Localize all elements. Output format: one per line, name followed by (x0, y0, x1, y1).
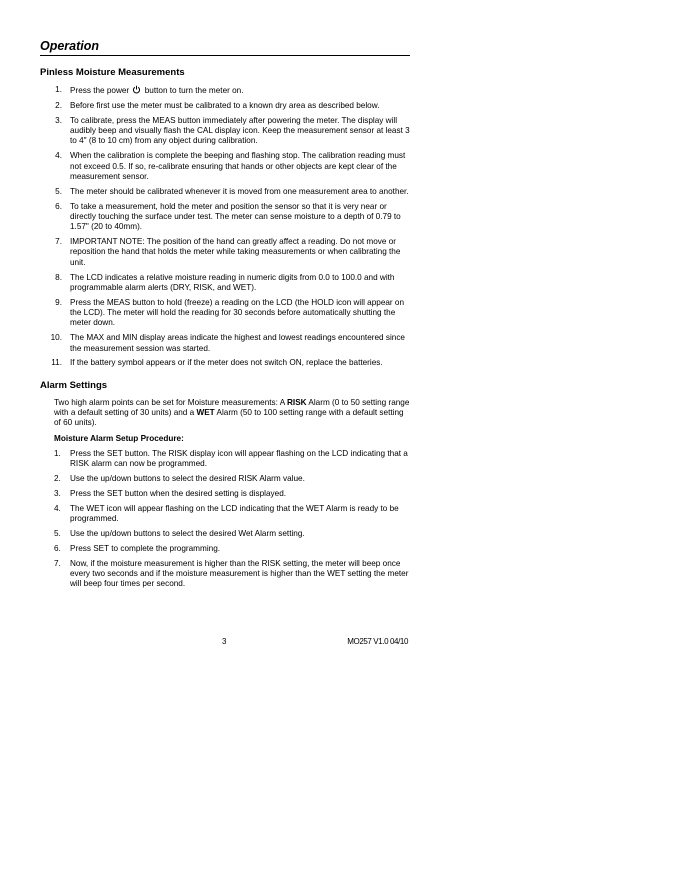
alarm-intro-part: Alarm (50 to 100 setting range with a default setting of 60 units). (54, 408, 404, 428)
list-item (40, 85, 410, 96)
step-text: The meter should be calibrated whenever it is moved from one measurement area to another. (70, 186, 409, 196)
list-item (40, 202, 410, 233)
step-text: Use the up/down buttons to select the desired RISK Alarm value. (70, 474, 305, 484)
step-text: To take a measurement, hold the meter and position the sensor so that it is very near or directly touching the surface under test. The meter can sense moisture to a depth of 0.79 to 1.57" (20 to 40mm). (70, 201, 401, 232)
alarm-intro (40, 398, 410, 429)
step-number: 9. (55, 297, 62, 307)
step-number: 2. (55, 100, 62, 110)
step-text: To calibrate, press the MEAS button immediately after powering the meter. The display will audibly beep and visually flash the CAL display icon. Keep the measurement sensor at least 3 to 4" (8 to 10 cm) from any object during calibration. (70, 115, 410, 146)
step-text: When the calibration is complete the beeping and flashing stop. The calibration reading must not exceed 0.5. If so, re-calibrate ensuring that hands or other objects are kept clear of the measurement sensor. (70, 151, 406, 181)
list-item (40, 489, 410, 499)
list-item (40, 187, 410, 197)
list-item (40, 504, 410, 525)
list-item (40, 298, 410, 329)
step-number: 3. (55, 115, 62, 125)
step-text: Now, if the moisture measurement is higher than the RISK setting, the meter will beep once every two seconds and if the moisture measurement is higher than the WET setting the meter will beep four times per second. (70, 558, 409, 589)
step-text: The LCD indicates a relative moisture reading in numeric digits from 0.0 to 100.0 and with programmable alarm alerts (DRY, RISK, and WET). (70, 272, 395, 292)
step-text: Use the up/down buttons to select the desired Wet Alarm setting. (70, 529, 305, 539)
list-item (40, 101, 410, 111)
step-text: Press the SET button when the desired setting is displayed. (70, 489, 287, 499)
list-item (40, 474, 410, 484)
step-number: 7. (55, 237, 62, 247)
step-number: 6. (55, 201, 62, 211)
power-icon (132, 85, 141, 94)
alarm-intro-part: Alarm (0 to 50 setting range with a default setting of 30 units) and a (54, 397, 410, 418)
step-text: Press the SET button. The RISK display icon will appear flashing on the LCD indicating that a RISK alarm can now be programmed. (70, 448, 408, 469)
step-text: IMPORTANT NOTE: The position of the hand can greatly affect a reading. Do not move or reposition the hand that holds the meter while taking measurements or when calibrating the unit. (70, 237, 401, 267)
step-number: 6. (54, 544, 61, 553)
step-text-post: button to turn the meter on. (144, 86, 244, 95)
list-item (40, 116, 410, 147)
step-number: 7. (54, 558, 61, 568)
step-text: The WET icon will appear flashing on the LCD indicating that the WET Alarm is ready to be programmed. (70, 503, 399, 524)
step-text: Before first use the meter must be calibrated to a known dry area as described below. (70, 100, 380, 110)
step-number: 1. (54, 448, 61, 458)
list-item (40, 273, 410, 294)
section-title: Operation (40, 38, 410, 56)
step-text: Press SET to complete the programming. (70, 544, 221, 553)
list-item (40, 237, 410, 268)
step-number: 8. (55, 272, 62, 282)
alarm-heading: Alarm Settings (40, 379, 108, 391)
step-number: 10. (50, 333, 62, 343)
list-item (40, 449, 410, 470)
step-text: If the battery symbol appears or if the meter does not switch ON, replace the batteries. (70, 358, 383, 368)
step-text: The MAX and MIN display areas indicate the highest and lowest readings encountered since the measurement session was started. (70, 333, 405, 353)
step-number: 1. (55, 85, 62, 94)
list-item (40, 333, 410, 354)
list-item (40, 151, 410, 182)
step-number: 2. (54, 474, 61, 484)
step-number: 11. (51, 358, 62, 368)
wet-keyword: WET (196, 408, 215, 418)
procedure-heading: Moisture Alarm Setup Procedure: (54, 433, 184, 443)
list-item (40, 559, 410, 590)
step-number: 5. (54, 529, 61, 539)
step-number: 3. (54, 489, 61, 499)
manual-page (40, 38, 410, 594)
step-number: 4. (55, 151, 62, 161)
step-number: 5. (55, 186, 62, 196)
step-text-pre: Press the power (70, 86, 130, 95)
alarm-steps-list (40, 449, 410, 590)
pinless-heading: Pinless Moisture Measurements (40, 67, 185, 78)
pinless-steps-list (40, 85, 410, 369)
list-item (40, 529, 410, 539)
page-number: 3 (222, 637, 227, 646)
risk-keyword: RISK (287, 397, 307, 407)
step-text: Press the MEAS button to hold (freeze) a reading on the LCD (the HOLD icon will appear on the LCD). The meter will hold the reading for 30 seconds before automatically shutting the meter down. (70, 297, 405, 328)
list-item (40, 358, 410, 368)
step-number: 4. (54, 503, 61, 513)
alarm-intro-part: Two high alarm points can be set for Moisture measurements: A (54, 397, 287, 407)
list-item (40, 544, 410, 554)
document-id: MO257 V1.0 04/10 (347, 637, 408, 646)
